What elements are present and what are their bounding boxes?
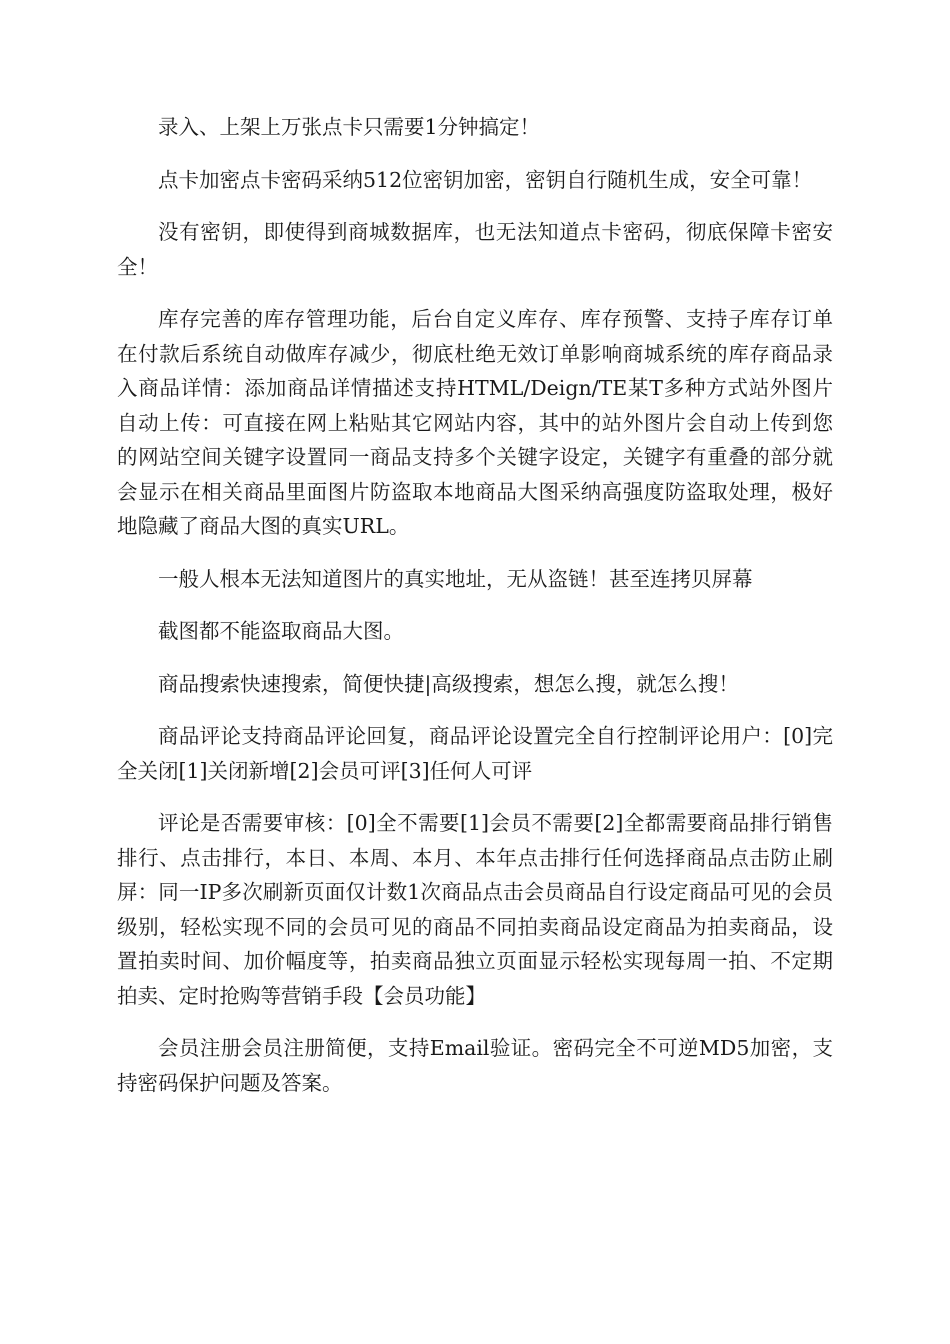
paragraph-image-anti-theft: 一般人根本无法知道图片的真实地址，无从盗链！甚至连拷贝屏幕 [158, 566, 753, 591]
paragraph-comment-review-ranking: 评论是否需要审核：[0]全不需要[1]会员不需要[2]全都需要商品排行销售排行、点击排行，本日、本周、本月、本年点击排行任何选择商品点击防止刷屏：同一IP多次刷新页面仅计数1次商品点击会员商品自行设定商品可见的会员级别，轻松实现不同的会员可见的商品不同拍卖商品设定商品为拍卖商品，设置拍卖时间、加价幅度等，拍卖商品独立页面显示轻松实现每周一拍、不定期拍卖、定时抢购等营销手段【会员功能】 [117, 811, 833, 1008]
document-body [117, 110, 833, 1118]
paragraph-inventory-management: 库存完善的库存管理功能，后台自定义库存、库存预警、支持子库存订单在付款后系统自动做库存减少，彻底杜绝无效订单影响商城系统的库存商品录入商品详情：添加商品详情描述支持HTML/Deign/TE某T多种方式站外图片自动上传：可直接在网上粘贴其它网站内容，其中的站外图片会自动上传到您的网站空间关键字设置同一商品支持多个关键字设定，关键字有重叠的部分就会显示在相关商品里面图片防盗取本地商品大图采纳高强度防盗取处理，极好地隐藏了商品大图的真实URL。 [117, 307, 833, 538]
paragraph-card-entry: 录入、上架上万张点卡只需要1分钟搞定！ [158, 115, 541, 139]
paragraph-screenshot-protection: 截图都不能盗取商品大图。 [158, 619, 404, 643]
paragraph-product-comments: 商品评论支持商品评论回复，商品评论设置完全自行控制评论用户：[0]完全关闭[1]关闭新增[2]会员可评[3]任何人可评 [117, 724, 833, 783]
paragraph-member-registration: 会员注册会员注册简便，支持Email验证。密码完全不可逆MD5加密，支持密码保护问题及答案。 [117, 1036, 833, 1095]
paragraph-key-security: 没有密钥，即使得到商城数据库，也无法知道点卡密码，彻底保障卡密安全！ [117, 220, 833, 279]
paragraph-card-encryption: 点卡加密点卡密码采纳512位密钥加密，密钥自行随机生成，安全可靠！ [158, 167, 813, 192]
paragraph-product-search: 商品搜索快速搜索，简便快捷|高级搜索，想怎么搜，就怎么搜！ [158, 671, 739, 696]
